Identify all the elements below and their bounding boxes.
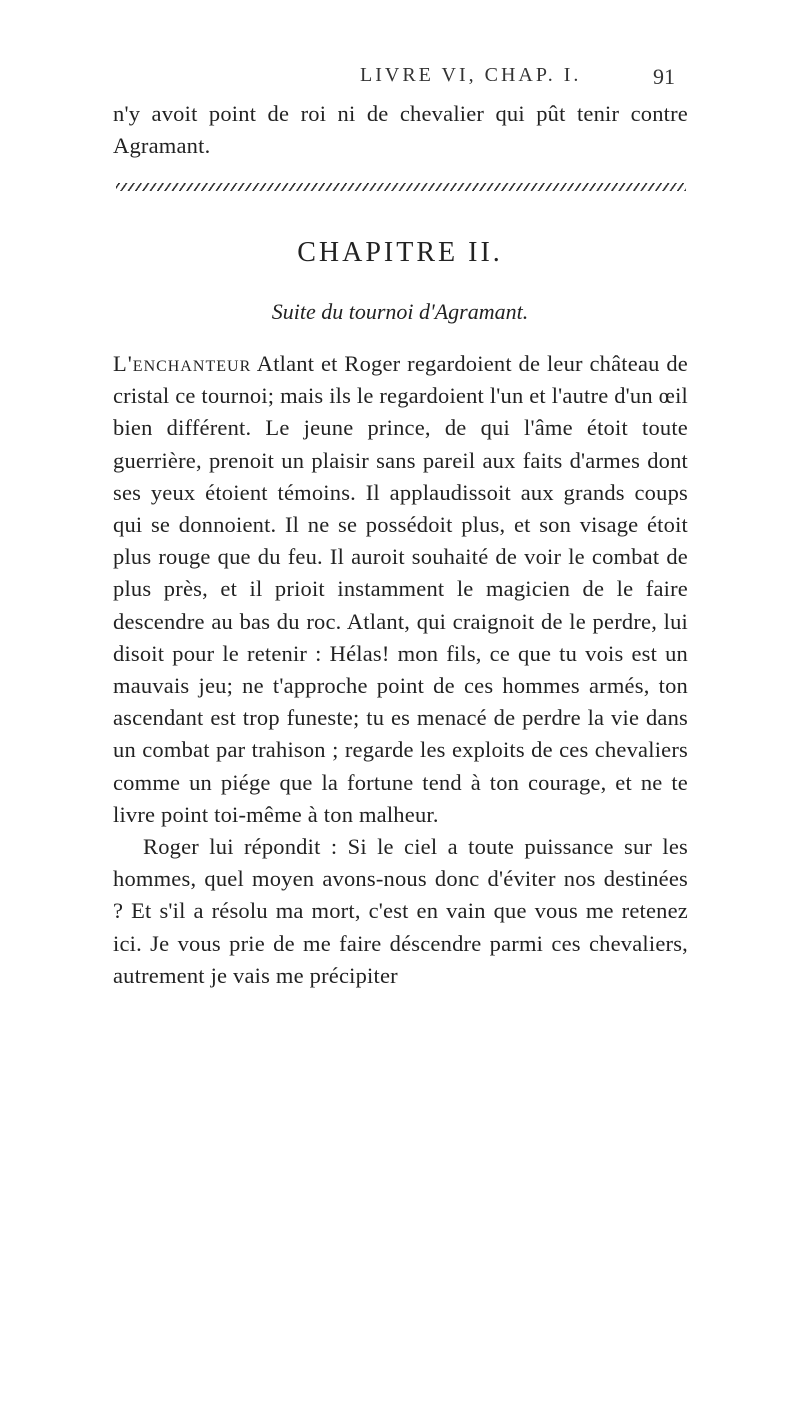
running-head	[0, 64, 800, 92]
paragraph-1-text: Atlant et Roger regardoient de leur château de cristal ce tournoi; mais ils le regardoient l'un et l'autre d'un œil bien différent. Le jeune prince, de qui l'âme étoit toute guerrière, prenoit un plaisir sans pareil aux faits d'armes dont ses yeux étoient témoins. Il applaudissoit aux grands coups qui se donnoient. Il ne se possédoit plus, et son visage étoit plus rouge que du feu. Il auroit souhaité de voir le combat de plus près, et il prioit instamment le magicien de le faire descendre au bas du roc. Atlant, qui craignoit de le perdre, lui disoit pour le retenir : Hélas! mon fils, ce que tu vois est un mauvais jeu; ne t'approche point de ces hommes armés, ton ascendant est trop funeste; tu es menacé de perdre la vie dans un combat par trahison ; regarde les exploits de ces chevaliers comme un piége que la fortune tend à ton courage, et ne te livre point toi-même à ton malheur.	[113, 351, 688, 827]
running-title: LIVRE VI, CHAP. I.	[360, 64, 582, 86]
page-number: 91	[653, 64, 675, 89]
paragraph-1	[113, 348, 688, 831]
paragraph-2: Roger lui répondit : Si le ciel a toute puissance sur les hommes, quel moyen avons-nous donc d'éviter nos destinées ? Et s'il a résolu ma mort, c'est en vain que vous me retenez ici. Je vous prie de me faire déscendre parmi ces chevaliers, autrement je vais me précipiter	[113, 834, 688, 988]
paragraph-lead: L'enchanteur	[113, 351, 252, 376]
chapter-subtitle: Suite du tournoi d'Agramant.	[271, 299, 529, 324]
chapter-body	[113, 348, 688, 992]
chapter-title: CHAPITRE II.	[297, 237, 503, 268]
ornamental-rule	[116, 183, 686, 191]
continuation-text	[113, 98, 688, 162]
continuation-paragraph: n'y avoit point de roi ni de chevalier qui pût tenir contre Agramant.	[113, 101, 688, 159]
